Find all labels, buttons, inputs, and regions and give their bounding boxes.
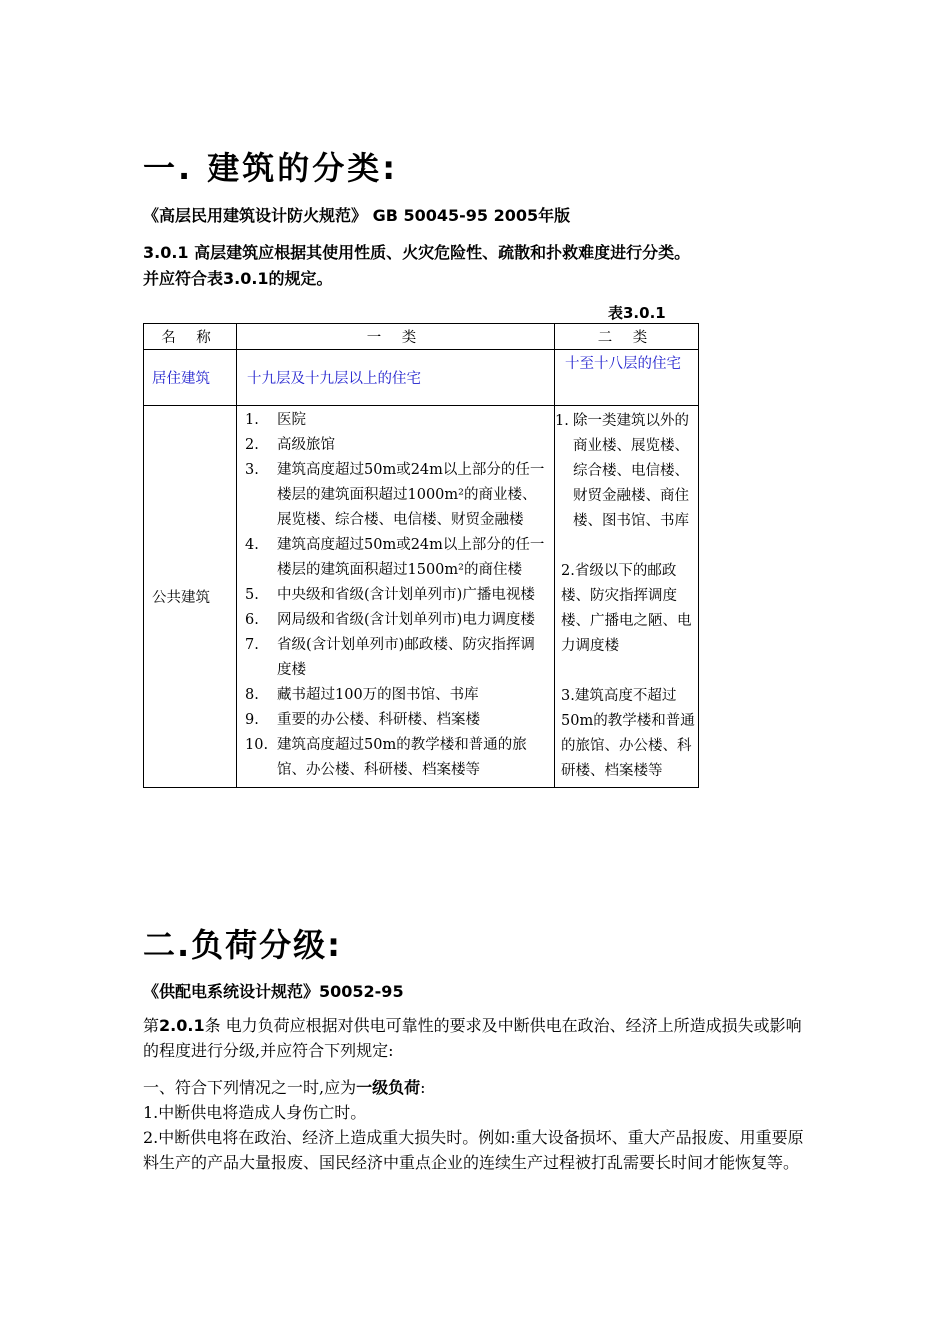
list-item: 10. 建筑高度超过50m的教学楼和普通的旅馆、办公楼、科研楼、档案楼等 [245,737,527,778]
residential-class1: 十九层及十九层以上的住宅 [237,350,555,406]
residential-name: 居住建筑 [144,350,237,406]
residential-class2: 十至十八层的住宅 [555,350,699,406]
public-name: 公共建筑 [144,406,237,788]
list-item: 5. 中央级和省级(含计划单列市)广播电视楼 [245,587,535,603]
section1-source: 《高层民用建筑设计防火规范》 GB 50045-95 2005年版 [143,206,571,225]
clause-2-0-1: 第2.0.1条 电力负荷应根据对供电可靠性的要求及中断供电在政治、经济上所造成损失或影响的程度进行分级,并应符合下列规定: [143,1016,802,1060]
list-item: 7. 省级(含计划单列市)邮政楼、防灾指挥调度楼 [245,637,535,678]
level1-item-2: 2.中断供电将在政治、经济上造成重大损失时。例如:重大设备损坏、重大产品报废、用重要原料生产的产品大量报废、国民经济中重点企业的连续生产过程被打乱需要长时间才能恢复等。 [143,1128,804,1172]
header-class1: 一 类 [237,324,555,350]
level1-item-1: 1.中断供电将造成人身伤亡时。 [143,1103,367,1122]
public-class2-item-3: 3.建筑高度不超过50m的教学楼和普通的旅馆、办公楼、科研楼、档案楼等 [561,688,695,779]
list-item: 4. 建筑高度超过50m或24m以上部分的任一楼层的建筑面积超过1500m²的商住楼 [245,537,545,578]
public-class2-item-2: 2.省级以下的邮政楼、防灾指挥调度楼、广播电之陋、电力调度楼 [561,563,692,654]
list-item: 6. 网局级和省级(含计划单列市)电力调度楼 [245,612,535,628]
table-row-public [144,406,699,788]
public-class2-item-1: 1. 除一类建筑以外的商业楼、展览楼、综合楼、电信楼、财贸金融楼、商住楼、图书馆、书库 [555,413,689,529]
public-class1-cell [237,406,555,788]
list-item: 2. 高级旅馆 [245,437,335,453]
list-item: 1. 医院 [245,412,306,428]
table-row-residential [144,350,699,406]
clause-line-1: 3.0.1 高层建筑应根据其使用性质、火灾危险性、疏散和扑救难度进行分类。 [143,243,691,262]
public-class1-list [237,406,554,787]
header-class2: 二 类 [555,324,699,350]
header-name: 名 称 [144,324,237,350]
public-class2-cell [555,406,699,788]
table-header-row [144,324,699,350]
section2-source: 《供配电系统设计规范》50052-95 [143,982,404,1001]
table-caption: 表3.0.1 [608,304,666,322]
list-item: 8. 藏书超过100万的图书馆、书库 [245,687,479,703]
level1-intro: 一、符合下列情况之一时,应为一级负荷: [143,1078,426,1097]
section2-heading: 二.负荷分级: [143,926,342,964]
building-classification-table [143,323,699,788]
list-item: 3. 建筑高度超过50m或24m以上部分的任一楼层的建筑面积超过1000m²的商业楼、展览楼、综合楼、电信楼、财贸金融楼 [245,462,545,528]
list-item: 9. 重要的办公楼、科研楼、档案楼 [245,712,480,728]
clause-line-2: 并应符合表3.0.1的规定。 [143,269,333,288]
section1-heading: 一. 建筑的分类: [143,149,399,187]
